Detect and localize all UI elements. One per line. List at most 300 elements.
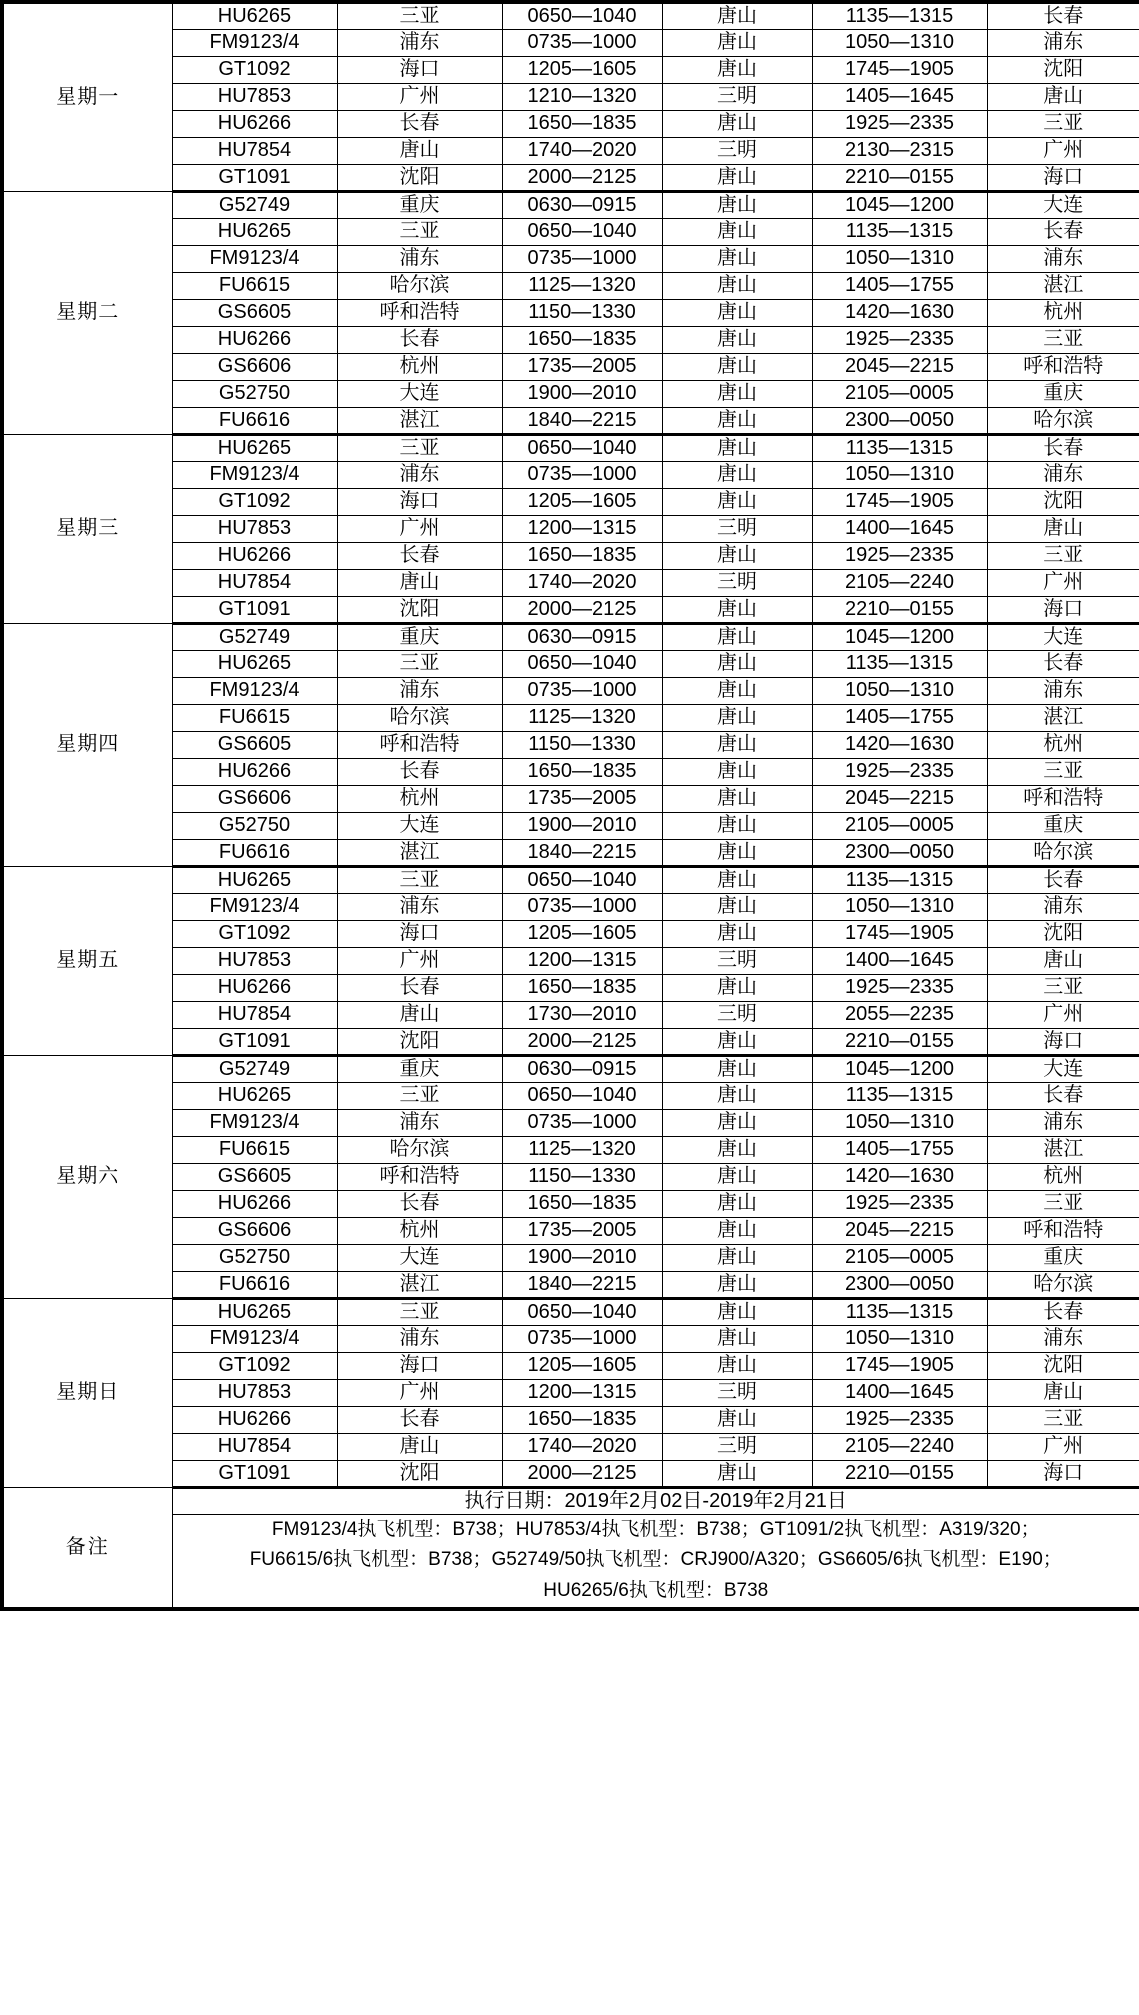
day-label-cell: 星期六 bbox=[2, 1055, 172, 1298]
first-leg-time-cell: 0735—1000 bbox=[502, 461, 662, 488]
second-leg-time-cell: 1925—2335 bbox=[812, 1190, 987, 1217]
table-row bbox=[2, 2, 1139, 29]
second-leg-time-cell: 1135—1315 bbox=[812, 866, 987, 893]
destination-city-cell: 哈尔滨 bbox=[987, 1271, 1139, 1298]
first-leg-time-cell: 1200—1315 bbox=[502, 515, 662, 542]
destination-city-cell: 三亚 bbox=[987, 542, 1139, 569]
second-leg-time-cell: 2300—0050 bbox=[812, 839, 987, 866]
destination-city-cell: 唐山 bbox=[987, 515, 1139, 542]
origin-city-cell: 长春 bbox=[337, 1190, 502, 1217]
flight-number-cell: FU6616 bbox=[172, 1271, 337, 1298]
destination-city-cell: 浦东 bbox=[987, 677, 1139, 704]
table-row bbox=[2, 650, 1139, 677]
destination-city-cell: 重庆 bbox=[987, 812, 1139, 839]
day-label-cell: 星期四 bbox=[2, 623, 172, 866]
first-leg-time-cell: 1205—1605 bbox=[502, 488, 662, 515]
first-leg-time-cell: 1150—1330 bbox=[502, 299, 662, 326]
first-leg-time-cell: 0735—1000 bbox=[502, 245, 662, 272]
flight-number-cell: G52749 bbox=[172, 623, 337, 650]
origin-city-cell: 广州 bbox=[337, 515, 502, 542]
first-leg-time-cell: 1150—1330 bbox=[502, 731, 662, 758]
second-leg-time-cell: 2210—0155 bbox=[812, 596, 987, 623]
flight-number-cell: FM9123/4 bbox=[172, 245, 337, 272]
second-leg-time-cell: 1405—1645 bbox=[812, 83, 987, 110]
flight-number-cell: GT1091 bbox=[172, 596, 337, 623]
flight-number-cell: HU6266 bbox=[172, 326, 337, 353]
origin-city-cell: 长春 bbox=[337, 542, 502, 569]
second-leg-time-cell: 1745—1905 bbox=[812, 1352, 987, 1379]
table-row bbox=[2, 866, 1139, 893]
transfer-city-cell: 唐山 bbox=[662, 704, 812, 731]
first-leg-time-cell: 1650—1835 bbox=[502, 1406, 662, 1433]
table-row bbox=[2, 515, 1139, 542]
destination-city-cell: 呼和浩特 bbox=[987, 785, 1139, 812]
origin-city-cell: 哈尔滨 bbox=[337, 1136, 502, 1163]
destination-city-cell: 浦东 bbox=[987, 245, 1139, 272]
destination-city-cell: 哈尔滨 bbox=[987, 839, 1139, 866]
table-row bbox=[2, 1190, 1139, 1217]
origin-city-cell: 呼和浩特 bbox=[337, 1163, 502, 1190]
second-leg-time-cell: 1050—1310 bbox=[812, 461, 987, 488]
destination-city-cell: 湛江 bbox=[987, 1136, 1139, 1163]
first-leg-time-cell: 0650—1040 bbox=[502, 1082, 662, 1109]
second-leg-time-cell: 1050—1310 bbox=[812, 1109, 987, 1136]
second-leg-time-cell: 1050—1310 bbox=[812, 245, 987, 272]
first-leg-time-cell: 1840—2215 bbox=[502, 839, 662, 866]
transfer-city-cell: 唐山 bbox=[662, 1217, 812, 1244]
first-leg-time-cell: 1735—2005 bbox=[502, 353, 662, 380]
second-leg-time-cell: 1745—1905 bbox=[812, 56, 987, 83]
origin-city-cell: 唐山 bbox=[337, 1433, 502, 1460]
table-row bbox=[2, 245, 1139, 272]
transfer-city-cell: 唐山 bbox=[662, 245, 812, 272]
second-leg-time-cell: 1925—2335 bbox=[812, 758, 987, 785]
transfer-city-cell: 唐山 bbox=[662, 1325, 812, 1352]
exec-date-row bbox=[2, 1487, 1139, 1514]
origin-city-cell: 三亚 bbox=[337, 434, 502, 461]
second-leg-time-cell: 2045—2215 bbox=[812, 1217, 987, 1244]
first-leg-time-cell: 0650—1040 bbox=[502, 650, 662, 677]
first-leg-time-cell: 1650—1835 bbox=[502, 326, 662, 353]
flight-number-cell: FM9123/4 bbox=[172, 29, 337, 56]
origin-city-cell: 重庆 bbox=[337, 1055, 502, 1082]
table-row bbox=[2, 569, 1139, 596]
first-leg-time-cell: 1125—1320 bbox=[502, 272, 662, 299]
flight-number-cell: HU6266 bbox=[172, 1406, 337, 1433]
destination-city-cell: 湛江 bbox=[987, 272, 1139, 299]
flight-number-cell: GT1092 bbox=[172, 920, 337, 947]
transfer-city-cell: 唐山 bbox=[662, 1460, 812, 1487]
table-row bbox=[2, 1433, 1139, 1460]
remark-line: HU6265/6执飞机型：B738 bbox=[543, 1580, 769, 1602]
flight-number-cell: FM9123/4 bbox=[172, 893, 337, 920]
table-row bbox=[2, 812, 1139, 839]
table-row bbox=[2, 110, 1139, 137]
second-leg-time-cell: 1135—1315 bbox=[812, 1298, 987, 1325]
second-leg-time-cell: 1745—1905 bbox=[812, 488, 987, 515]
transfer-city-cell: 唐山 bbox=[662, 191, 812, 218]
first-leg-time-cell: 1840—2215 bbox=[502, 407, 662, 434]
flight-number-cell: G52750 bbox=[172, 1244, 337, 1271]
second-leg-time-cell: 1745—1905 bbox=[812, 920, 987, 947]
table-row bbox=[2, 353, 1139, 380]
first-leg-time-cell: 1840—2215 bbox=[502, 1271, 662, 1298]
origin-city-cell: 长春 bbox=[337, 326, 502, 353]
flight-number-cell: HU7853 bbox=[172, 1379, 337, 1406]
second-leg-time-cell: 2105—0005 bbox=[812, 812, 987, 839]
day-label-cell: 星期三 bbox=[2, 434, 172, 623]
transfer-city-cell: 唐山 bbox=[662, 353, 812, 380]
destination-city-cell: 广州 bbox=[987, 1433, 1139, 1460]
destination-city-cell: 唐山 bbox=[987, 947, 1139, 974]
first-leg-time-cell: 0650—1040 bbox=[502, 866, 662, 893]
second-leg-time-cell: 1050—1310 bbox=[812, 29, 987, 56]
origin-city-cell: 沈阳 bbox=[337, 1460, 502, 1487]
first-leg-time-cell: 1900—2010 bbox=[502, 380, 662, 407]
origin-city-cell: 浦东 bbox=[337, 893, 502, 920]
origin-city-cell: 三亚 bbox=[337, 1082, 502, 1109]
flight-number-cell: FU6615 bbox=[172, 272, 337, 299]
first-leg-time-cell: 1205—1605 bbox=[502, 920, 662, 947]
second-leg-time-cell: 2105—2240 bbox=[812, 1433, 987, 1460]
origin-city-cell: 哈尔滨 bbox=[337, 704, 502, 731]
first-leg-time-cell: 1740—2020 bbox=[502, 1433, 662, 1460]
transfer-city-cell: 唐山 bbox=[662, 1190, 812, 1217]
destination-city-cell: 大连 bbox=[987, 191, 1139, 218]
destination-city-cell: 三亚 bbox=[987, 1406, 1139, 1433]
transfer-city-cell: 唐山 bbox=[662, 758, 812, 785]
first-leg-time-cell: 1650—1835 bbox=[502, 758, 662, 785]
origin-city-cell: 唐山 bbox=[337, 1001, 502, 1028]
transfer-city-cell: 唐山 bbox=[662, 1136, 812, 1163]
table-row bbox=[2, 1109, 1139, 1136]
transfer-city-cell: 唐山 bbox=[662, 1352, 812, 1379]
destination-city-cell: 大连 bbox=[987, 1055, 1139, 1082]
second-leg-time-cell: 1405—1755 bbox=[812, 1136, 987, 1163]
destination-city-cell: 三亚 bbox=[987, 326, 1139, 353]
flight-number-cell: GT1092 bbox=[172, 1352, 337, 1379]
second-leg-time-cell: 1405—1755 bbox=[812, 272, 987, 299]
flight-number-cell: HU7854 bbox=[172, 569, 337, 596]
flight-number-cell: GS6606 bbox=[172, 785, 337, 812]
flight-number-cell: HU6266 bbox=[172, 542, 337, 569]
remark-body-row bbox=[2, 1514, 1139, 1609]
second-leg-time-cell: 1045—1200 bbox=[812, 191, 987, 218]
destination-city-cell: 长春 bbox=[987, 1298, 1139, 1325]
origin-city-cell: 广州 bbox=[337, 83, 502, 110]
first-leg-time-cell: 0650—1040 bbox=[502, 2, 662, 29]
flight-number-cell: FU6616 bbox=[172, 407, 337, 434]
transfer-city-cell: 唐山 bbox=[662, 974, 812, 1001]
second-leg-time-cell: 2130—2315 bbox=[812, 137, 987, 164]
table-row bbox=[2, 1325, 1139, 1352]
flight-number-cell: FU6615 bbox=[172, 704, 337, 731]
flight-number-cell: GS6605 bbox=[172, 299, 337, 326]
destination-city-cell: 浦东 bbox=[987, 1325, 1139, 1352]
destination-city-cell: 杭州 bbox=[987, 1163, 1139, 1190]
second-leg-time-cell: 1925—2335 bbox=[812, 1406, 987, 1433]
second-leg-time-cell: 2105—2240 bbox=[812, 569, 987, 596]
origin-city-cell: 杭州 bbox=[337, 353, 502, 380]
second-leg-time-cell: 1925—2335 bbox=[812, 326, 987, 353]
origin-city-cell: 湛江 bbox=[337, 1271, 502, 1298]
transfer-city-cell: 唐山 bbox=[662, 866, 812, 893]
origin-city-cell: 广州 bbox=[337, 1379, 502, 1406]
origin-city-cell: 浦东 bbox=[337, 461, 502, 488]
destination-city-cell: 重庆 bbox=[987, 380, 1139, 407]
flight-number-cell: FU6615 bbox=[172, 1136, 337, 1163]
first-leg-time-cell: 0735—1000 bbox=[502, 29, 662, 56]
second-leg-time-cell: 1420—1630 bbox=[812, 731, 987, 758]
transfer-city-cell: 唐山 bbox=[662, 812, 812, 839]
table-row bbox=[2, 407, 1139, 434]
second-leg-time-cell: 2055—2235 bbox=[812, 1001, 987, 1028]
first-leg-time-cell: 1205—1605 bbox=[502, 1352, 662, 1379]
table-row bbox=[2, 1379, 1139, 1406]
transfer-city-cell: 唐山 bbox=[662, 1028, 812, 1055]
flight-number-cell: HU6266 bbox=[172, 110, 337, 137]
first-leg-time-cell: 0735—1000 bbox=[502, 677, 662, 704]
origin-city-cell: 沈阳 bbox=[337, 1028, 502, 1055]
destination-city-cell: 沈阳 bbox=[987, 56, 1139, 83]
destination-city-cell: 三亚 bbox=[987, 110, 1139, 137]
table-row bbox=[2, 1055, 1139, 1082]
origin-city-cell: 呼和浩特 bbox=[337, 731, 502, 758]
transfer-city-cell: 三明 bbox=[662, 1433, 812, 1460]
transfer-city-cell: 唐山 bbox=[662, 461, 812, 488]
first-leg-time-cell: 0650—1040 bbox=[502, 1298, 662, 1325]
table-row bbox=[2, 488, 1139, 515]
remark-label-cell: 备注 bbox=[2, 1487, 172, 1609]
transfer-city-cell: 唐山 bbox=[662, 2, 812, 29]
second-leg-time-cell: 1925—2335 bbox=[812, 542, 987, 569]
table-row bbox=[2, 920, 1139, 947]
day-label-cell: 星期二 bbox=[2, 191, 172, 434]
flight-number-cell: GS6606 bbox=[172, 1217, 337, 1244]
flight-number-cell: FM9123/4 bbox=[172, 677, 337, 704]
transfer-city-cell: 三明 bbox=[662, 515, 812, 542]
origin-city-cell: 海口 bbox=[337, 488, 502, 515]
table-row bbox=[2, 434, 1139, 461]
flight-number-cell: HU6265 bbox=[172, 650, 337, 677]
second-leg-time-cell: 1420—1630 bbox=[812, 1163, 987, 1190]
flight-number-cell: GT1091 bbox=[172, 164, 337, 191]
transfer-city-cell: 唐山 bbox=[662, 596, 812, 623]
first-leg-time-cell: 1735—2005 bbox=[502, 785, 662, 812]
destination-city-cell: 浦东 bbox=[987, 29, 1139, 56]
remark-line: FU6615/6执飞机型：B738；G52749/50执飞机型：CRJ900/A320；GS6605/6执飞机型：E190； bbox=[249, 1549, 1062, 1571]
origin-city-cell: 三亚 bbox=[337, 2, 502, 29]
flight-number-cell: HU7854 bbox=[172, 137, 337, 164]
destination-city-cell: 三亚 bbox=[987, 758, 1139, 785]
table-row bbox=[2, 1028, 1139, 1055]
destination-city-cell: 呼和浩特 bbox=[987, 1217, 1139, 1244]
destination-city-cell: 海口 bbox=[987, 1028, 1139, 1055]
transfer-city-cell: 唐山 bbox=[662, 623, 812, 650]
table-row bbox=[2, 137, 1139, 164]
first-leg-time-cell: 1205—1605 bbox=[502, 56, 662, 83]
first-leg-time-cell: 1125—1320 bbox=[502, 704, 662, 731]
flight-number-cell: FM9123/4 bbox=[172, 1325, 337, 1352]
table-row bbox=[2, 1217, 1139, 1244]
flight-number-cell: HU7853 bbox=[172, 947, 337, 974]
origin-city-cell: 长春 bbox=[337, 110, 502, 137]
second-leg-time-cell: 1925—2335 bbox=[812, 110, 987, 137]
origin-city-cell: 浦东 bbox=[337, 245, 502, 272]
origin-city-cell: 长春 bbox=[337, 974, 502, 1001]
flight-number-cell: HU6265 bbox=[172, 434, 337, 461]
transfer-city-cell: 唐山 bbox=[662, 920, 812, 947]
transfer-city-cell: 三明 bbox=[662, 569, 812, 596]
flight-number-cell: FM9123/4 bbox=[172, 1109, 337, 1136]
transfer-city-cell: 三明 bbox=[662, 83, 812, 110]
origin-city-cell: 大连 bbox=[337, 1244, 502, 1271]
first-leg-time-cell: 0630—0915 bbox=[502, 623, 662, 650]
transfer-city-cell: 唐山 bbox=[662, 677, 812, 704]
origin-city-cell: 呼和浩特 bbox=[337, 299, 502, 326]
table-row bbox=[2, 1271, 1139, 1298]
table-row bbox=[2, 677, 1139, 704]
destination-city-cell: 长春 bbox=[987, 218, 1139, 245]
origin-city-cell: 三亚 bbox=[337, 866, 502, 893]
destination-city-cell: 三亚 bbox=[987, 1190, 1139, 1217]
transfer-city-cell: 唐山 bbox=[662, 1244, 812, 1271]
table-row bbox=[2, 272, 1139, 299]
table-row bbox=[2, 1460, 1139, 1487]
transfer-city-cell: 唐山 bbox=[662, 434, 812, 461]
second-leg-time-cell: 1135—1315 bbox=[812, 1082, 987, 1109]
transfer-city-cell: 唐山 bbox=[662, 218, 812, 245]
table-row bbox=[2, 542, 1139, 569]
first-leg-time-cell: 2000—2125 bbox=[502, 1028, 662, 1055]
second-leg-time-cell: 2045—2215 bbox=[812, 785, 987, 812]
first-leg-time-cell: 0630—0915 bbox=[502, 1055, 662, 1082]
flight-number-cell: GT1091 bbox=[172, 1028, 337, 1055]
footer-body bbox=[2, 1487, 1139, 1609]
flight-number-cell: FM9123/4 bbox=[172, 461, 337, 488]
flight-number-cell: HU6265 bbox=[172, 218, 337, 245]
first-leg-time-cell: 1200—1315 bbox=[502, 1379, 662, 1406]
second-leg-time-cell: 1050—1310 bbox=[812, 677, 987, 704]
second-leg-time-cell: 1400—1645 bbox=[812, 515, 987, 542]
destination-city-cell: 海口 bbox=[987, 1460, 1139, 1487]
table-row bbox=[2, 1082, 1139, 1109]
second-leg-time-cell: 2210—0155 bbox=[812, 164, 987, 191]
origin-city-cell: 重庆 bbox=[337, 623, 502, 650]
first-leg-time-cell: 0735—1000 bbox=[502, 1109, 662, 1136]
transfer-city-cell: 唐山 bbox=[662, 380, 812, 407]
second-leg-time-cell: 1045—1200 bbox=[812, 623, 987, 650]
origin-city-cell: 长春 bbox=[337, 758, 502, 785]
first-leg-time-cell: 1740—2020 bbox=[502, 569, 662, 596]
second-leg-time-cell: 1405—1755 bbox=[812, 704, 987, 731]
table-row bbox=[2, 839, 1139, 866]
second-leg-time-cell: 2210—0155 bbox=[812, 1028, 987, 1055]
remark-body-cell bbox=[172, 1514, 1139, 1609]
destination-city-cell: 沈阳 bbox=[987, 1352, 1139, 1379]
table-row bbox=[2, 380, 1139, 407]
second-leg-time-cell: 1050—1310 bbox=[812, 893, 987, 920]
flight-number-cell: HU6265 bbox=[172, 1082, 337, 1109]
first-leg-time-cell: 1735—2005 bbox=[502, 1217, 662, 1244]
transfer-city-cell: 唐山 bbox=[662, 1298, 812, 1325]
second-leg-time-cell: 1400—1645 bbox=[812, 947, 987, 974]
first-leg-time-cell: 1150—1330 bbox=[502, 1163, 662, 1190]
first-leg-time-cell: 0650—1040 bbox=[502, 218, 662, 245]
origin-city-cell: 海口 bbox=[337, 1352, 502, 1379]
destination-city-cell: 浦东 bbox=[987, 1109, 1139, 1136]
second-leg-time-cell: 2105—0005 bbox=[812, 380, 987, 407]
transfer-city-cell: 唐山 bbox=[662, 110, 812, 137]
second-leg-time-cell: 1135—1315 bbox=[812, 218, 987, 245]
origin-city-cell: 浦东 bbox=[337, 29, 502, 56]
table-row bbox=[2, 623, 1139, 650]
table-row bbox=[2, 1001, 1139, 1028]
destination-city-cell: 长春 bbox=[987, 434, 1139, 461]
flight-number-cell: FU6616 bbox=[172, 839, 337, 866]
first-leg-time-cell: 1730—2010 bbox=[502, 1001, 662, 1028]
flight-number-cell: HU6265 bbox=[172, 866, 337, 893]
destination-city-cell: 海口 bbox=[987, 164, 1139, 191]
destination-city-cell: 唐山 bbox=[987, 1379, 1139, 1406]
first-leg-time-cell: 0630—0915 bbox=[502, 191, 662, 218]
first-leg-time-cell: 1125—1320 bbox=[502, 1136, 662, 1163]
transfer-city-cell: 唐山 bbox=[662, 839, 812, 866]
second-leg-time-cell: 2300—0050 bbox=[812, 407, 987, 434]
table-row bbox=[2, 596, 1139, 623]
flight-number-cell: GS6606 bbox=[172, 353, 337, 380]
flight-number-cell: G52750 bbox=[172, 380, 337, 407]
second-leg-time-cell: 2045—2215 bbox=[812, 353, 987, 380]
flight-number-cell: G52750 bbox=[172, 812, 337, 839]
transfer-city-cell: 唐山 bbox=[662, 488, 812, 515]
first-leg-time-cell: 1650—1835 bbox=[502, 974, 662, 1001]
transfer-city-cell: 唐山 bbox=[662, 1406, 812, 1433]
first-leg-time-cell: 1900—2010 bbox=[502, 812, 662, 839]
destination-city-cell: 海口 bbox=[987, 596, 1139, 623]
destination-city-cell: 浦东 bbox=[987, 893, 1139, 920]
flight-number-cell: G52749 bbox=[172, 1055, 337, 1082]
destination-city-cell: 重庆 bbox=[987, 1244, 1139, 1271]
destination-city-cell: 广州 bbox=[987, 569, 1139, 596]
origin-city-cell: 沈阳 bbox=[337, 164, 502, 191]
flight-number-cell: HU7853 bbox=[172, 83, 337, 110]
transfer-city-cell: 唐山 bbox=[662, 785, 812, 812]
transfer-city-cell: 唐山 bbox=[662, 56, 812, 83]
origin-city-cell: 唐山 bbox=[337, 569, 502, 596]
destination-city-cell: 三亚 bbox=[987, 974, 1139, 1001]
first-leg-time-cell: 0735—1000 bbox=[502, 893, 662, 920]
second-leg-time-cell: 1400—1645 bbox=[812, 1379, 987, 1406]
remark-line: FM9123/4执飞机型：B738；HU7853/4执飞机型：B738；GT1091/2执飞机型：A319/320； bbox=[271, 1518, 1040, 1540]
second-leg-time-cell: 1135—1315 bbox=[812, 434, 987, 461]
flight-number-cell: HU6266 bbox=[172, 758, 337, 785]
table-row bbox=[2, 1136, 1139, 1163]
origin-city-cell: 湛江 bbox=[337, 839, 502, 866]
flight-number-cell: GT1092 bbox=[172, 56, 337, 83]
schedule-body bbox=[2, 2, 1139, 1487]
day-label-cell: 星期五 bbox=[2, 866, 172, 1055]
transfer-city-cell: 唐山 bbox=[662, 731, 812, 758]
flight-number-cell: GT1092 bbox=[172, 488, 337, 515]
origin-city-cell: 哈尔滨 bbox=[337, 272, 502, 299]
first-leg-time-cell: 1650—1835 bbox=[502, 110, 662, 137]
first-leg-time-cell: 2000—2125 bbox=[502, 164, 662, 191]
destination-city-cell: 杭州 bbox=[987, 299, 1139, 326]
table-row bbox=[2, 299, 1139, 326]
second-leg-time-cell: 2105—0005 bbox=[812, 1244, 987, 1271]
second-leg-time-cell: 1135—1315 bbox=[812, 650, 987, 677]
